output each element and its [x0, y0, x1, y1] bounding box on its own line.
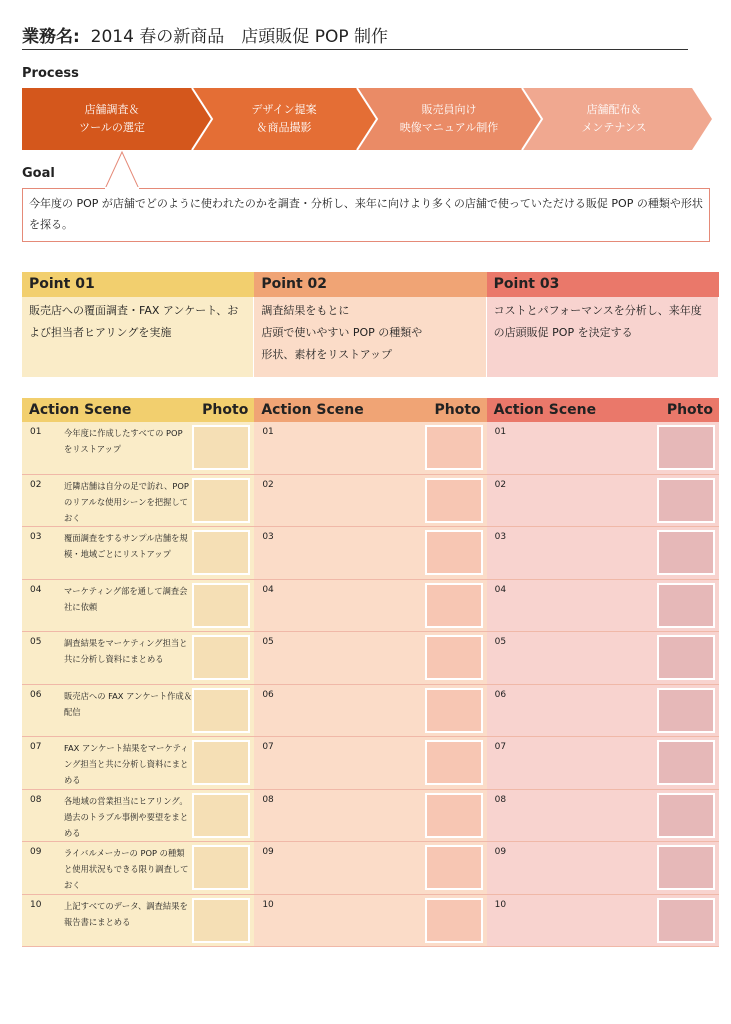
photo-label: Photo — [666, 402, 713, 418]
action-row-number: 01 — [262, 427, 274, 437]
process-step-1-line1: 店舗調査＆ — [84, 103, 140, 116]
title-label: 業務名: — [22, 27, 80, 47]
action-row-number: 04 — [262, 584, 274, 595]
action-row-number: 10 — [30, 899, 42, 910]
photo-placeholder[interactable] — [192, 425, 250, 470]
action-row-text: 近隣店舗は自分の足で訪れ、POP のリアルな使用シーンを把握しておく — [64, 480, 189, 523]
action-row-number: 06 — [262, 689, 274, 700]
action-row — [22, 685, 254, 738]
action-row-text: マーケティング部を通して調査会社に依頼 — [64, 585, 188, 612]
action-row — [254, 527, 486, 580]
action-col-3 — [487, 398, 719, 947]
action-row — [487, 685, 719, 738]
action-row — [254, 422, 486, 475]
photo-placeholder[interactable] — [192, 583, 250, 628]
action-row-number: 08 — [30, 794, 42, 805]
action-row — [254, 895, 486, 948]
action-col-2 — [254, 398, 486, 947]
photo-placeholder[interactable] — [192, 793, 250, 838]
action-row — [487, 527, 719, 580]
photo-label: Photo — [202, 402, 249, 418]
action-row-number: 09 — [262, 847, 274, 857]
process-step-2-line2: ＆商品撮影 — [256, 121, 312, 134]
action-row — [254, 632, 486, 685]
photo-placeholder[interactable] — [425, 898, 483, 943]
photo-placeholder[interactable] — [425, 425, 483, 470]
action-row — [22, 842, 254, 895]
action-row-text: 上記すべてのデータ、調査結果を報告書にまとめる — [64, 900, 188, 927]
action-row-number: 03 — [30, 532, 42, 542]
action-row — [22, 632, 254, 685]
action-col-header — [22, 398, 254, 422]
action-scene-table — [22, 398, 719, 947]
action-row-number: 08 — [494, 794, 507, 805]
action-row-number: 08 — [262, 794, 274, 805]
action-row — [487, 842, 719, 895]
action-col-header — [487, 398, 719, 422]
title-text: 2014 春の新商品 店頭販促 POP 制作 — [90, 27, 388, 47]
photo-placeholder[interactable] — [657, 740, 715, 785]
point-3-title: Point 03 — [487, 272, 719, 297]
photo-placeholder[interactable] — [192, 530, 250, 575]
action-row-number: 06 — [30, 689, 42, 700]
action-row — [254, 842, 486, 895]
goal-pointer-join — [105, 187, 139, 190]
photo-placeholder[interactable] — [192, 635, 250, 680]
photo-placeholder[interactable] — [657, 845, 715, 890]
action-row — [22, 895, 254, 948]
action-scene-label: Action Scene — [493, 402, 597, 418]
action-row — [487, 422, 719, 475]
action-row-number: 01 — [30, 427, 42, 437]
action-row-number: 02 — [30, 479, 42, 490]
point-col-1 — [22, 272, 254, 377]
photo-placeholder[interactable] — [425, 740, 483, 785]
process-step-3 — [379, 101, 519, 137]
goal-pointer — [104, 151, 140, 189]
photo-placeholder[interactable] — [425, 530, 483, 575]
action-row-number: 02 — [494, 479, 507, 490]
photo-placeholder[interactable] — [192, 740, 250, 785]
photo-placeholder[interactable] — [657, 530, 715, 575]
point-1-text: 販売店への覆面調査・FAX アンケート、および担当者ヒアリングを実施 — [22, 297, 254, 377]
photo-placeholder[interactable] — [425, 845, 483, 890]
action-row-number: 10 — [262, 899, 274, 910]
action-row — [254, 790, 486, 843]
action-row-number: 06 — [494, 689, 507, 700]
action-row-number: 03 — [494, 532, 507, 542]
photo-placeholder[interactable] — [657, 425, 715, 470]
photo-placeholder[interactable] — [192, 898, 250, 943]
action-row-number: 09 — [30, 847, 42, 857]
action-row — [22, 475, 254, 528]
action-row-number: 07 — [262, 742, 274, 752]
photo-placeholder[interactable] — [425, 583, 483, 628]
action-col-header — [254, 398, 486, 422]
action-row-number: 03 — [262, 532, 274, 542]
action-row — [487, 632, 719, 685]
action-row-number: 10 — [494, 899, 507, 910]
photo-placeholder[interactable] — [657, 793, 715, 838]
goal-text: 今年度の POP が店舗でどのように使われたのかを調査・分析し、来年に向けより多くの店舗で使っていただける販促 POP の種類や形状を探る。 — [29, 197, 703, 231]
goal-box — [22, 188, 710, 242]
page-title — [22, 22, 388, 47]
action-row-number: 07 — [494, 742, 507, 752]
title-divider — [22, 49, 688, 50]
process-step-4 — [544, 101, 684, 137]
action-row-text: 今年度に作成したすべての POP をリストアップ — [64, 428, 183, 454]
process-step-4-line2: メンテナンス — [581, 121, 647, 134]
goal-heading: Goal — [22, 166, 55, 181]
photo-placeholder[interactable] — [192, 688, 250, 733]
action-row-number: 02 — [262, 479, 274, 490]
action-row-text: ライバルメーカーの POP の種類と使用状況もできる限り調査しておく — [64, 848, 189, 890]
photo-placeholder[interactable] — [657, 688, 715, 733]
action-row — [254, 475, 486, 528]
action-scene-label: Action Scene — [29, 402, 132, 418]
photo-placeholder[interactable] — [192, 478, 250, 523]
action-row-text: 販売店への FAX アンケート作成＆配信 — [64, 690, 193, 717]
photo-placeholder[interactable] — [657, 583, 715, 628]
action-row — [22, 580, 254, 633]
action-row-number: 05 — [494, 637, 507, 647]
action-row-text: 覆面調査をするサンプル店舗を規模・地域ごとにリストアップ — [64, 533, 188, 559]
action-row-text: 各地域の営業担当にヒアリング。過去のトラブル事例や要望をまとめる — [64, 795, 189, 838]
action-row-text: 調査結果をマーケティング担当と共に分析し資料にまとめる — [64, 638, 188, 664]
action-row — [22, 527, 254, 580]
point-1-title: Point 01 — [22, 272, 254, 297]
photo-placeholder[interactable] — [657, 478, 715, 523]
photo-placeholder[interactable] — [657, 635, 715, 680]
photo-placeholder[interactable] — [657, 898, 715, 943]
action-row-text: FAX アンケート結果をマーケティング担当と共に分析し資料にまとめる — [64, 743, 189, 785]
process-step-3-line1: 販売員向け — [421, 103, 477, 116]
action-scene-label: Action Scene — [261, 402, 364, 418]
action-col-1 — [22, 398, 254, 947]
photo-label: Photo — [434, 402, 481, 418]
action-row-number: 04 — [30, 584, 42, 595]
action-row — [487, 580, 719, 633]
process-step-2-line1: デザイン提案 — [251, 103, 317, 116]
action-row — [254, 737, 486, 790]
process-step-1 — [42, 101, 182, 137]
point-2-text: 調査結果をもとに 店頭で使いやすい POP の種類や 形状、素材をリストアップ — [254, 297, 486, 377]
action-row — [254, 685, 486, 738]
action-row-number: 05 — [262, 637, 274, 647]
points-table — [22, 272, 719, 377]
action-row — [22, 737, 254, 790]
process-step-3-line2: 映像マニュアル制作 — [399, 121, 499, 134]
point-col-3 — [487, 272, 719, 377]
photo-placeholder[interactable] — [192, 845, 250, 890]
process-flow — [22, 88, 712, 150]
point-col-2 — [254, 272, 486, 377]
action-row — [254, 580, 486, 633]
point-3-text: コストとパフォーマンスを分析し、来年度の店頭販促 POP を決定する — [487, 297, 719, 377]
process-step-4-line1: 店舗配布＆ — [586, 103, 642, 116]
action-row — [487, 895, 719, 948]
photo-placeholder[interactable] — [425, 688, 483, 733]
action-row — [22, 790, 254, 843]
action-row — [487, 737, 719, 790]
action-row-number: 09 — [494, 847, 507, 857]
action-row — [487, 475, 719, 528]
process-step-2 — [214, 101, 354, 137]
action-row — [22, 422, 254, 475]
photo-placeholder[interactable] — [425, 635, 483, 680]
action-row-number: 05 — [30, 637, 42, 647]
action-row — [487, 790, 719, 843]
action-row-number: 01 — [494, 427, 507, 437]
point-2-title: Point 02 — [254, 272, 486, 297]
photo-placeholder[interactable] — [425, 793, 483, 838]
action-row-number: 07 — [30, 742, 42, 752]
photo-placeholder[interactable] — [425, 478, 483, 523]
action-row-number: 04 — [494, 584, 507, 595]
process-heading: Process — [22, 66, 79, 81]
process-step-1-line2: ツールの選定 — [79, 121, 145, 134]
